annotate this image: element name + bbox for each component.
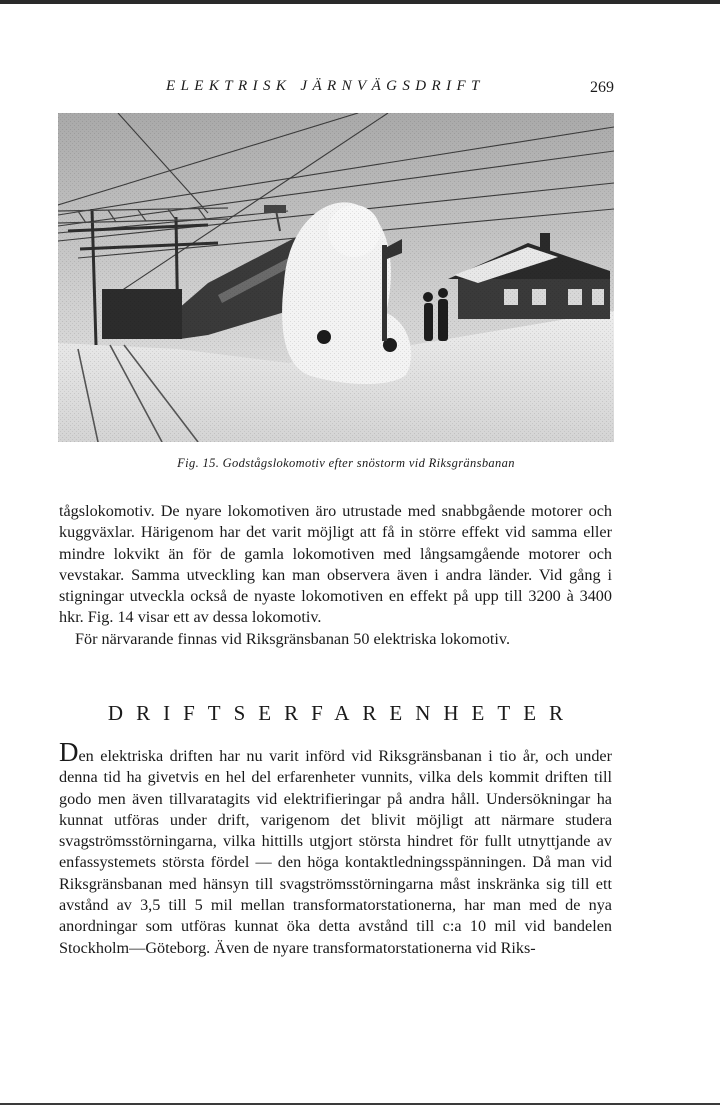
section-paragraph — [59, 737, 612, 959]
drop-initial: D — [59, 737, 79, 767]
figure-caption: Fig. 15. Godstågslokomotiv efter snöstorm vid Riksgränsbanan — [177, 456, 515, 470]
body-text — [59, 501, 612, 650]
photo-grain-overlay — [58, 113, 614, 442]
figure-photograph — [58, 113, 614, 442]
page-number: 269 — [590, 79, 614, 96]
body-paragraph: För närvarande finnas vid Riksgränsbanan 50 elektriska lokomotiv. — [75, 629, 511, 648]
section-text — [59, 737, 612, 959]
locomotive-in-snow-photograph — [58, 113, 614, 442]
section-paragraph-text: en elektriska driften har nu varit införd vid Riksgränsbanan i tio år, och under denna tid ha givetvis en hel del erfarenheter vunnits, vilka dels kommit driften till godo men även tillvaratagits vid elektrifieringar på andra håll. Undersökningar ha kunnat utföras under drift, varigenom det blivit möjligt att närmare studera svagströmsstörningarna, vilka hittills utgjort största hindret för fullt utnyttjande av enfassystemets största fördel — den höga kontaktledningsspänningen. Då man vid Riksgränsbanan med hänsyn till svagströmsstörningarna måst inskränka sig till ett avstånd av 3,5 till 5 mil mellan transformatorstationerna, har man med de nya anordningar som utföras kunnat öka detta avstånd till c:a 10 mil vid bandelen Stockholm—Göteborg. Även de nyare transformatorstationerna vid Riks- — [59, 747, 612, 957]
body-paragraph: tågslokomotiv. De nyare lokomotiven äro utrustade med snabbgående motorer och kuggväxlar. Härigenom har det varit möjligt att få in större effekt vid samma eller mindre lokvikt än för de gamla lokomotiven med långsamgående motorer och vevstakar. Samma utveckling kan man observera även i andra länder. Vid gång i stigningar utveckla också de nyaste lokomotiven en effekt på upp till 3200 à 3400 hkr. Fig. 14 visar ett av dessa lokomotiv. — [59, 502, 612, 627]
top-edge-rule — [0, 0, 720, 4]
bottom-edge-rule — [0, 1103, 720, 1105]
section-heading: DRIFTSERFARENHETER — [107, 701, 577, 725]
running-head: ELEKTRISK JÄRNVÄGSDRIFT — [166, 78, 485, 94]
